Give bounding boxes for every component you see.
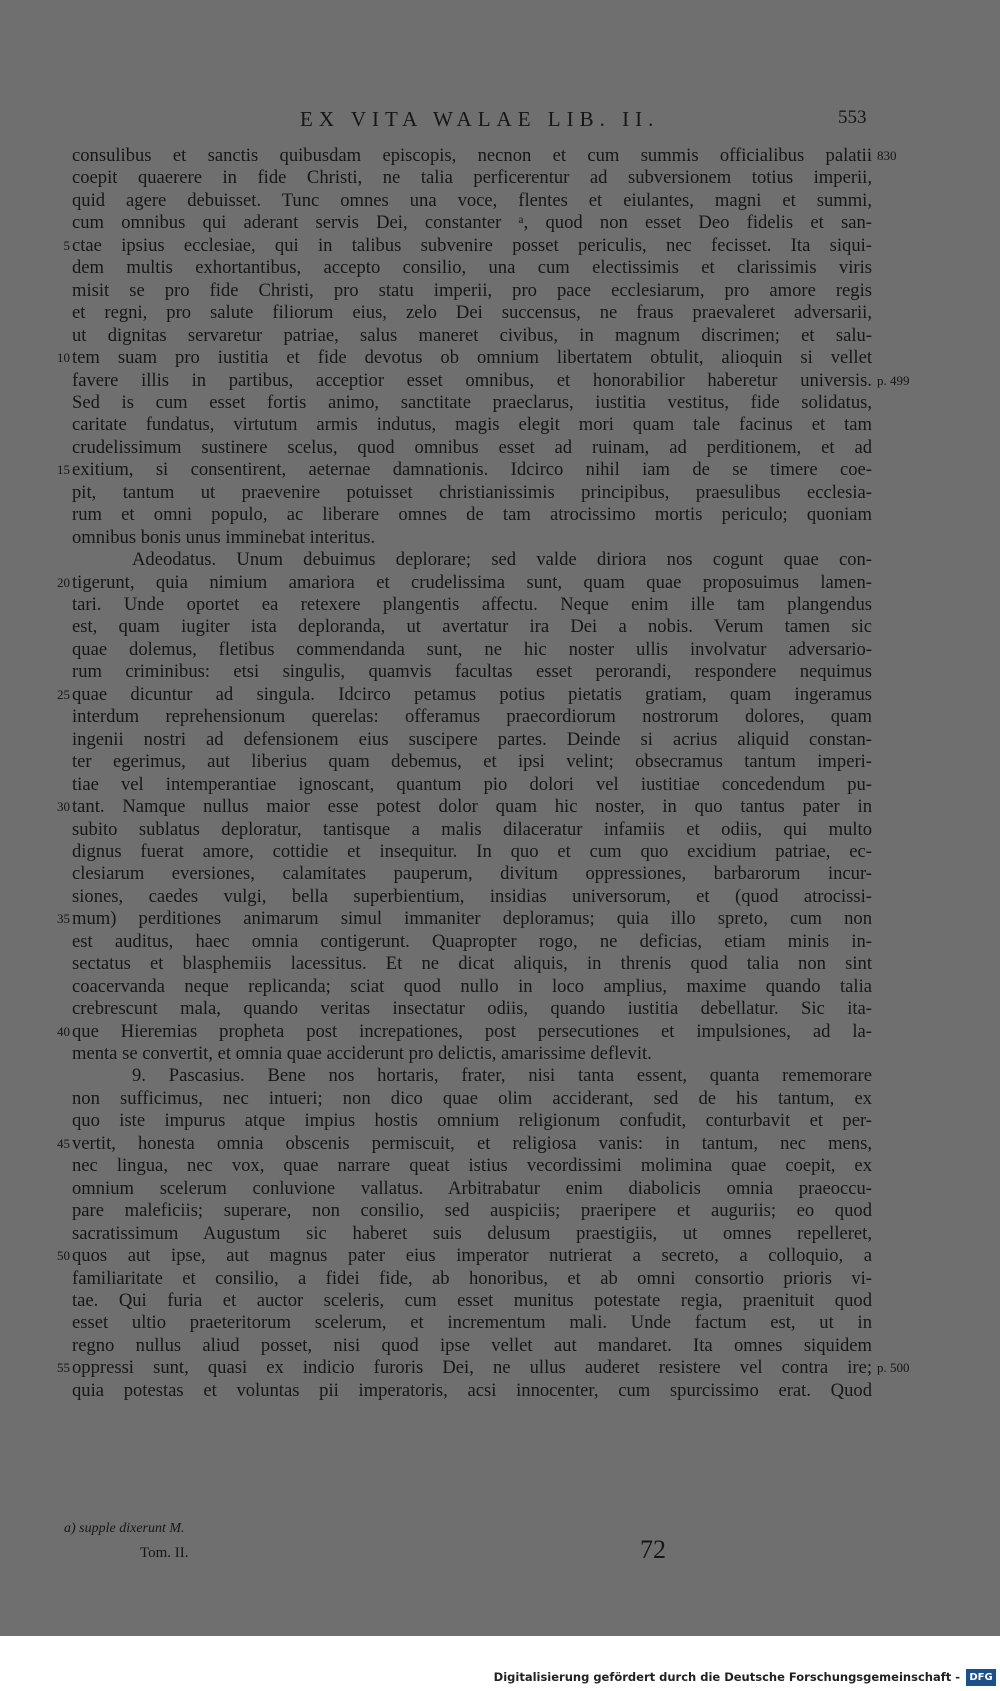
text-line: crudelissimum sustinere scelus, quod omnibus esset ad ruinam, ad perditionem, et ad <box>72 437 872 458</box>
text-line: Sed is cum esset fortis animo, sanctitate praeclarus, iustitia vestitus, fide solidatus, <box>72 392 872 413</box>
text-line: et regni, pro salute filiorum eius, zelo Dei succensus, ne fraus praevaleret adversarii, <box>72 302 872 323</box>
line-number: 15 <box>57 462 70 477</box>
volume-signature: Tom. II. <box>140 1545 189 1561</box>
text-line: tiae vel intemperantiae ignoscant, quantum pio dolori vel iustitiae concedendum pu- <box>72 774 872 795</box>
text-line: rum et omni populo, ac liberare omnes de tam atrocissimo mortis periculo; quoniam <box>72 504 872 525</box>
line-number: 55 <box>57 1360 70 1375</box>
text-line: ut dignitas servaretur patriae, salus maneret civibus, in magnum discrimen; et salu- <box>72 325 872 346</box>
page-number: 553 <box>838 107 867 128</box>
digitization-credit-bar <box>0 1666 1000 1691</box>
text-line: Adeodatus. Unum debuimus deplorare; sed valde diriora nos cogunt quae con- <box>132 549 872 570</box>
margin-reference: 830 <box>877 148 897 163</box>
text-line: mum) perditiones animarum simul immaniter deploramus; quia illo spreto, cum non <box>72 908 872 929</box>
text-line: quos aut ipse, aut magnus pater eius imperator nutrierat a secreto, a colloquio, a <box>72 1245 872 1266</box>
text-line: menta se convertit, et omnia quae acciderunt pro delictis, amarissime deflevit. <box>72 1043 652 1064</box>
text-line: regno nullus aliud posset, nisi quod ipse vellet aut mandaret. Ita omnes siquidem <box>72 1335 872 1356</box>
text-line: interdum reprehensionum querelas: offeramus praecordiorum nostrorum dolores, quam <box>72 706 872 727</box>
text-line: ingenii nostri ad defensionem eius suscipere partes. Deinde si acrius aliquid constan- <box>72 729 872 750</box>
text-line: crebrescunt mala, quando veritas insectatur odiis, quando iustitia debellatur. Sic ita- <box>72 998 872 1019</box>
text-line: quae dolemus, fletibus commendanda sunt, ne hic noster ullis involvatur adversario- <box>72 639 872 660</box>
text-line: clesiarum eversiones, calamitates pauperum, divitum oppressiones, barbarorum incur- <box>72 863 872 884</box>
text-line: tigerunt, quia nimium amariora et crudelissima sunt, quam quae proposuimus lamen- <box>72 572 872 593</box>
text-line: quid agere debuisset. Tunc omnes una voce, flentes et eiulantes, magni et summi, <box>72 190 872 211</box>
text-line: coepit quaerere in fide Christi, ne talia perficerentur ad subversionem totius imperii, <box>72 167 872 188</box>
text-line: est, quam iugiter ista deploranda, ut avertatur ira Dei a nobis. Verum tamen sic <box>72 616 872 637</box>
text-line: oppressi sunt, quasi ex indicio furoris Dei, ne ullus auderet resistere vel contra ire; <box>72 1357 872 1378</box>
text-line: ctae ipsius ecclesiae, qui in talibus subvenire posset periculis, nec fecisset. Ita siqui- <box>72 235 872 256</box>
line-number: 50 <box>57 1248 70 1263</box>
margin-reference: p. 500 <box>877 1360 910 1375</box>
footnote: a) supple dixerunt M. <box>64 1521 185 1536</box>
text-line: nec lingua, nec vox, quae narrare queat istius vecordissimi molimina quae coepit, ex <box>72 1155 872 1176</box>
text-line: sectatus et blasphemiis lacessitus. Et ne dicat aliquis, in threnis quod talia non sint <box>72 953 872 974</box>
line-number: 25 <box>57 687 70 702</box>
text-line: dignus fuerat amore, cottidie et insequitur. In quo et cum quo excidium patriae, ec- <box>72 841 872 862</box>
text-line: quae dicuntur ad singula. Idcirco petamus potius pietatis gratiam, quam ingeramus <box>72 684 872 705</box>
text-line: quia potestas et voluntas pii imperatoris, acsi innocenter, cum spurcissimo erat. Quod <box>72 1380 872 1401</box>
text-line: tant. Namque nullus maior esse potest dolor quam hic noster, in quo tantus pater in <box>72 796 872 817</box>
line-number: 10 <box>57 350 70 365</box>
text-line: pit, tantum ut praevenire potuisset christianissimis principibus, praesulibus ecclesia- <box>72 482 872 503</box>
text-line: non sufficimus, nec intueri; non dico quae olim acciderant, sed de his tantum, ex <box>72 1088 872 1109</box>
line-number: 30 <box>57 799 70 814</box>
sheet-number: 72 <box>640 1535 666 1564</box>
text-line: ter egerimus, aut liberius quam debemus, et ipsi velint; obsecramus tantum imperi- <box>72 751 872 772</box>
text-line: exitium, si consentirent, aeternae damnationis. Idcirco nihil iam de se timere coe- <box>72 459 872 480</box>
text-line: rum criminibus: etsi singulis, quamvis facultas esset perorandi, respondere nequimus <box>72 661 872 682</box>
line-number: 5 <box>63 238 70 253</box>
text-line: familiaritate et consilio, a fidei fide, ab honoribus, et ab omni consortio prioris vi- <box>72 1268 872 1289</box>
text-line: misit se pro fide Christi, pro statu imperii, pro pace ecclesiarum, pro amore regis <box>72 280 872 301</box>
text-line: que Hieremias propheta post increpationes, post persecutiones et impulsiones, ad la- <box>72 1021 872 1042</box>
text-line: quo iste impurus atque impius hostis omnium religionum confudit, conturbavit et per- <box>72 1110 872 1131</box>
text-line: omnium scelerum conluvione vallatus. Arbitrabatur enim diabolicis omnia praeoccu- <box>72 1178 872 1199</box>
line-number: 45 <box>57 1136 70 1151</box>
text-line: vertit, honesta omnia obscenis permiscuit, et religiosa vanis: in tantum, nec mens, <box>72 1133 872 1154</box>
text-line: sacratissimum Augustum sic haberet suis delusum praestigiis, ut omnes repelleret, <box>72 1223 872 1244</box>
text-line: caritate fundatus, virtutum armis indutus, magis elegit mori quam tale facinus et tam <box>72 414 872 435</box>
text-line: siones, caedes vulgi, bella superbientium, insidias universorum, et (quod atrocissi- <box>72 886 872 907</box>
dfg-logo: DFG <box>966 1669 996 1686</box>
text-line: pare maleficiis; superare, non consilio, sed auspiciis; praeripere et auguriis; eo quod <box>72 1200 872 1221</box>
line-number: 40 <box>57 1024 70 1039</box>
text-line: consulibus et sanctis quibusdam episcopis, necnon et cum summis officialibus palatii <box>72 145 872 166</box>
text-line: tari. Unde oportet ea retexere plangentis affectu. Neque enim ille tam plangendus <box>72 594 872 615</box>
text-line: subito sublatus deploratur, tantisque a malis dilaceratur infamiis et odiis, qui multo <box>72 819 872 840</box>
line-number: 35 <box>57 911 70 926</box>
text-line: 9. Pascasius. Bene nos hortaris, frater, nisi tanta essent, quanta rememorare <box>132 1065 872 1086</box>
text-line: omnibus bonis unus imminebat interitus. <box>72 527 376 548</box>
text-line: esset ultio praeteritorum scelerum, et incrementum mali. Unde factum est, ut in <box>72 1312 872 1333</box>
text-line: cum omnibus qui aderant servis Dei, constanter ᵃ, quod non esset Deo fidelis et san- <box>72 212 872 233</box>
running-title: EX VITA WALAE LIB. II. <box>300 107 660 131</box>
text-line: dem multis exhortantibus, accepto consilio, una cum electissimis et clarissimis viris <box>72 257 872 278</box>
running-head <box>0 107 1000 135</box>
credit-text: Digitalisierung gefördert durch die Deutsche Forschungsgemeinschaft - <box>493 1670 960 1684</box>
margin-reference: p. 499 <box>877 373 910 388</box>
text-line: favere illis in partibus, acceptior esset omnibus, et honorabilior haberetur universis. <box>72 370 872 391</box>
text-line: tem suam pro iustitia et fide devotus ob omnium libertatem obtulit, alioquin si vellet <box>72 347 872 368</box>
text-line: tae. Qui furia et auctor sceleris, cum esset munitus potestate regia, praenituit quod <box>72 1290 872 1311</box>
text-line: est auditus, haec omnia contigerunt. Quapropter rogo, ne deficias, etiam minis in- <box>72 931 872 952</box>
line-number: 20 <box>57 575 70 590</box>
text-line: coacervanda neque replicanda; sciat quod nullo in loco amplius, maxime quando talia <box>72 976 872 997</box>
